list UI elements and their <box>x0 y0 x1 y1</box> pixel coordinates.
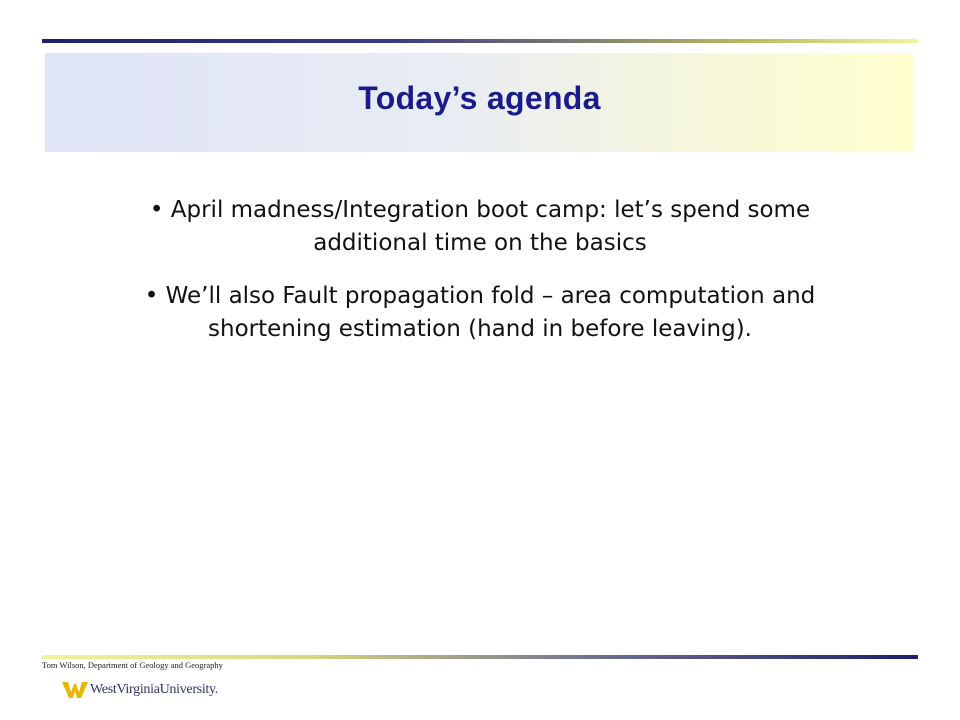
logo-text: WestVirginiaUniversity. <box>90 682 219 697</box>
agenda-bullet-1: • April madness/Integration boot camp: let’s spend some additional time on the basics <box>149 197 811 256</box>
university-logo <box>62 676 218 704</box>
bottom-divider-rule <box>42 655 918 659</box>
footer-credit: Tom Wilson, Department of Geology and Geography <box>42 660 223 670</box>
slide-title: Today’s agenda <box>358 80 601 116</box>
wvu-flying-wv-icon <box>62 680 88 700</box>
title-band <box>45 53 914 152</box>
top-divider-rule <box>42 39 918 43</box>
agenda-body <box>90 194 870 366</box>
agenda-bullet-2: • We’ll also Fault propagation fold – area computation and shortening estimation (hand in before leaving). <box>144 283 816 342</box>
